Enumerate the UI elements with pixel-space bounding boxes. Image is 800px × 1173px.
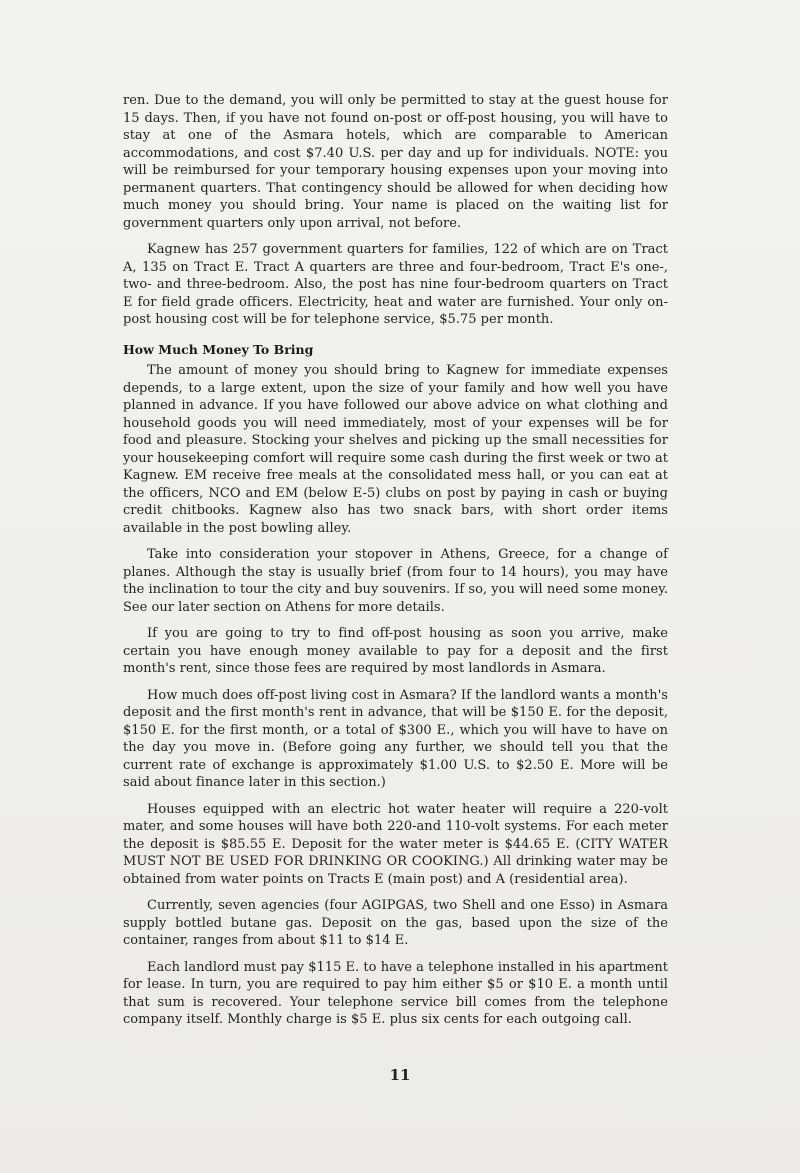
paragraph-guest-house: ren. Due to the demand, you will only be permitted to stay at the guest house for 15 days. Then, if you have not found on-post or off-post housing, you will have to stay at one of the Asmara hotels, which are comparable to American accommodations, and cost $7.40 U.S. per day and up for individuals. NOTE: you will be reimbursed for your temporary housing expenses upon your moving into permanent quarters. That contingency should be allowed for when deciding how much money you should bring. Your name is placed on the waiting list for government quarters only upon arrival, not before. [123, 93, 668, 231]
paragraph-government-quarters: Kagnew has 257 government quarters for families, 122 of which are on Tract A, 135 on Tract E. Tract A quarters are three and four-bedroom, Tract E's one-, two- and three-bedroom. Also, the post has nine four-bedroom quarters on Tract E for field grade officers. Electricity, heat and water are furnished. Your only on-post housing cost will be for telephone service, $5.75 per month. [123, 242, 668, 327]
document-body [123, 92, 668, 1038]
paragraph-living-cost: How much does off-post living cost in Asmara? If the landlord wants a month's deposit and the first month's rent in advance, that will be $150 E. for the deposit, $150 E. for the first month, or a total of $300 E., which you will have to have on the day you move in. (Before going any further, we should tell you that the current rate of exchange is approximately $1.00 U.S. to $2.50 E. More will be said about finance later in this section.) [123, 687, 668, 790]
paragraph-utilities: Houses equipped with an electric hot water heater will require a 220-volt mater, and some houses will have both 220-and 110-volt systems. For each meter the deposit is $85.55 E. Deposit for the water meter is $44.65 E. (CITY WATER MUST NOT BE USED FOR DRINKING OR COOKING.) All drinking water may be obtained from water points on Tracts E (main post) and A (residential area). [123, 801, 668, 887]
paragraph-off-post-housing: If you are going to try to find off-post housing as soon you arrive, make certain you have enough money available to pay for a deposit and the first month's rent, since those fees are required by most landlords in Asmara. [123, 626, 668, 676]
paragraph-immediate-expenses: The amount of money you should bring to Kagnew for immediate expenses depends, to a large extent, upon the size of your family and how well you have planned in advance. If you have followed our above advice on what clothing and household goods you will need immediately, most of your expenses will be for food and pleasure. Stocking your shelves and picking up the small necessities for your housekeeping comfort will require some cash during the first week or two at Kagnew. EM receive free meals at the consolidated mess hall, or you can eat at the officers, NCO and EM (below E-5) clubs on post by paying in cash or buying credit chitbooks. Kagnew also has two snack bars, with short order items available in the post bowling alley. [123, 363, 668, 536]
section-heading: How Much Money To Bring [123, 341, 314, 357]
paragraph-telephone: Each landlord must pay $115 E. to have a telephone installed in his apartment for lease. In turn, you are required to pay him either $5 or $10 E. a month until that sum is recovered. Your telephone service bill comes from the telephone company itself. Monthly charge is $5 E. plus six cents for each outgoing call. [123, 959, 668, 1027]
paragraph-butane-gas: Currently, seven agencies (four AGIPGAS, two Shell and one Esso) in Asmara supply bottled butane gas. Deposit on the gas, based upon the size of the container, ranges from about $11 to $14 E. [123, 898, 668, 948]
page-number: 11 [389, 1066, 411, 1084]
paragraph-athens-stopover: Take into consideration your stopover in Athens, Greece, for a change of planes. Although the stay is usually brief (from four to 14 hours), you may have the inclination to tour the city and buy souvenirs. If so, you will need some money. See our later section on Athens for more details. [123, 547, 669, 615]
